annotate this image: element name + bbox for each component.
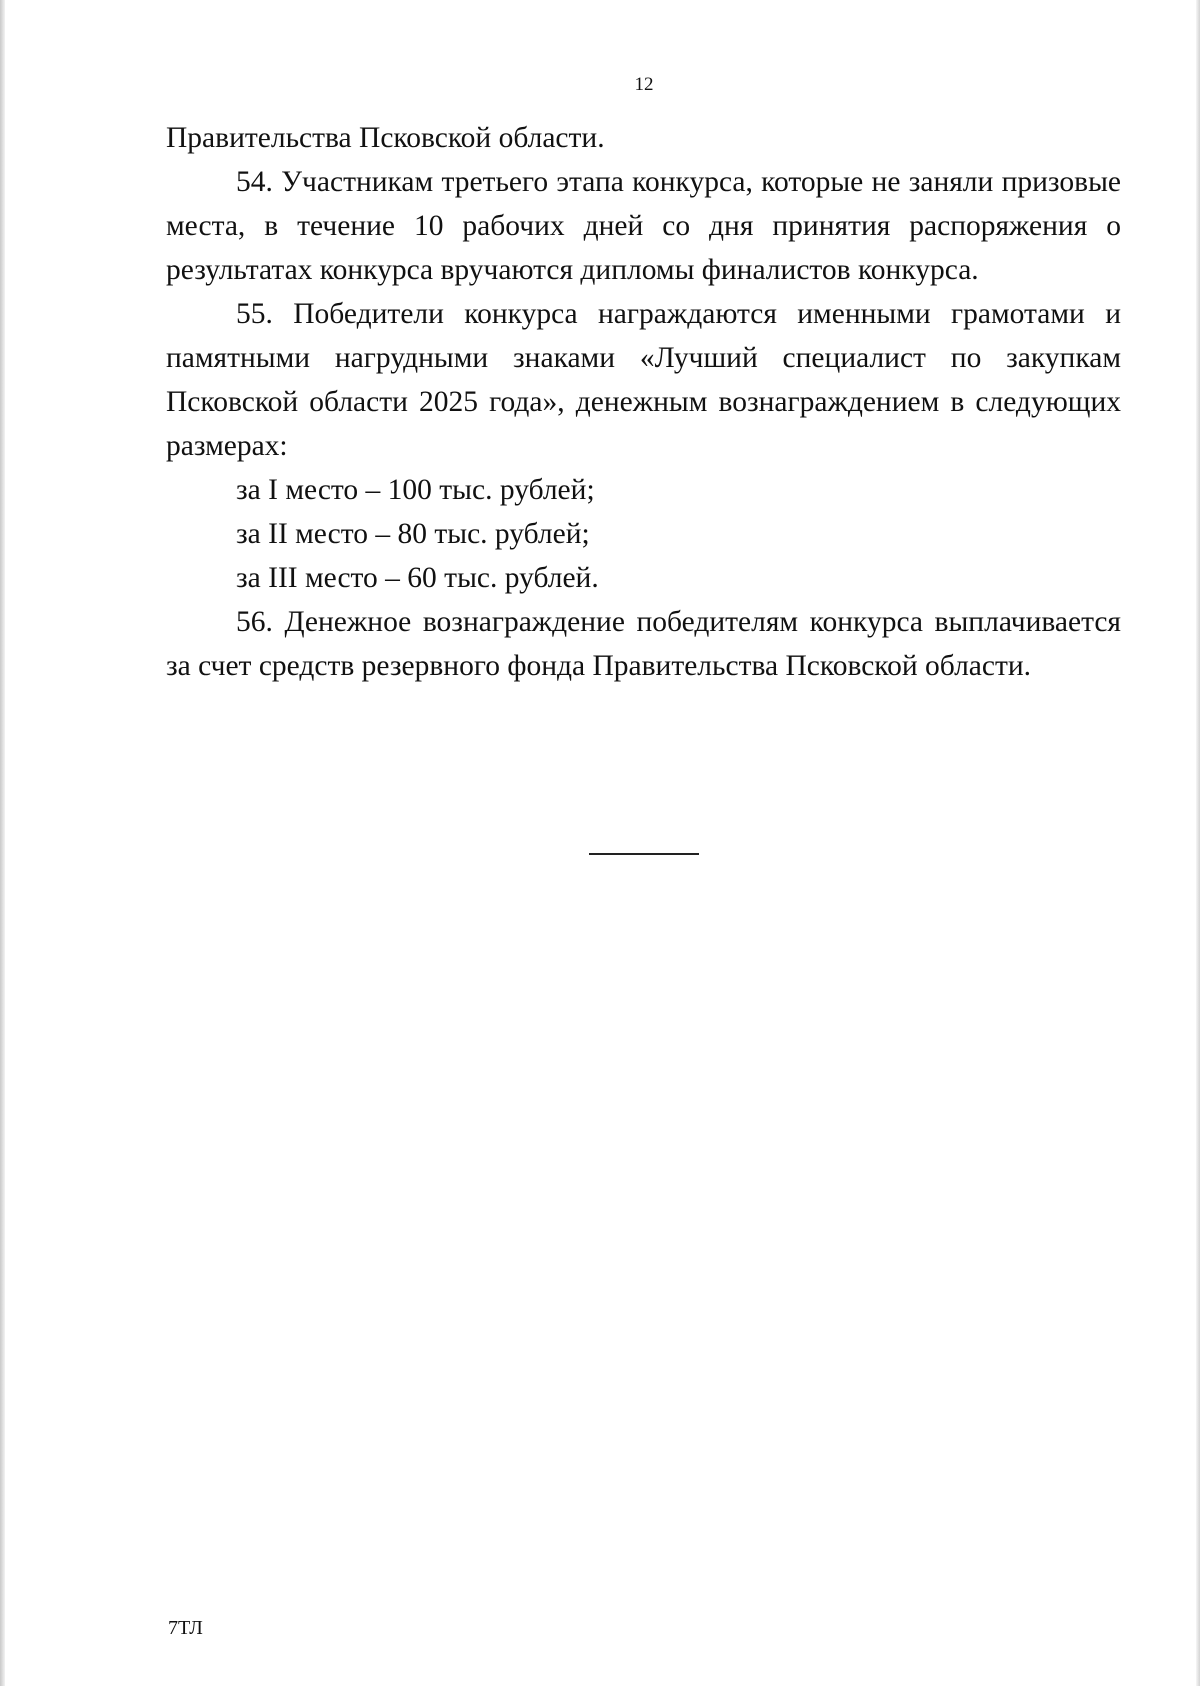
paragraph-55: 55. Победители конкурса награждаются именными грамотами и памятными нагрудными знаками «Лучший специалист по закупкам Псковской области 2025 года», денежным вознаграждением в следующих размерах: [166,298,1121,462]
paragraph-continuation: Правительства Псковской области. [166,122,605,154]
paragraph-56: 56. Денежное вознаграждение победителям конкурса выплачивается за счет средств резервного фонда Правительства Псковской области. [166,606,1121,682]
paragraph-54: 54. Участникам третьего этапа конкурса, которые не заняли призовые места, в течение 10 рабочих дней со дня принятия распоряжения о результатах конкурса вручаются дипломы финалистов конкурса. [166,166,1121,286]
document-body [166,116,1121,688]
prize-second-place: за II место – 80 тыс. рублей; [236,518,590,550]
scan-edge-right [1196,0,1200,1686]
page-number: 12 [634,74,654,95]
scan-edge-left [0,0,5,1686]
footer-code: 7ТЛ [168,1617,203,1639]
prize-third-place: за III место – 60 тыс. рублей. [236,562,599,594]
end-of-document-rule [589,853,699,855]
prize-first-place: за I место – 100 тыс. рублей; [236,474,595,506]
